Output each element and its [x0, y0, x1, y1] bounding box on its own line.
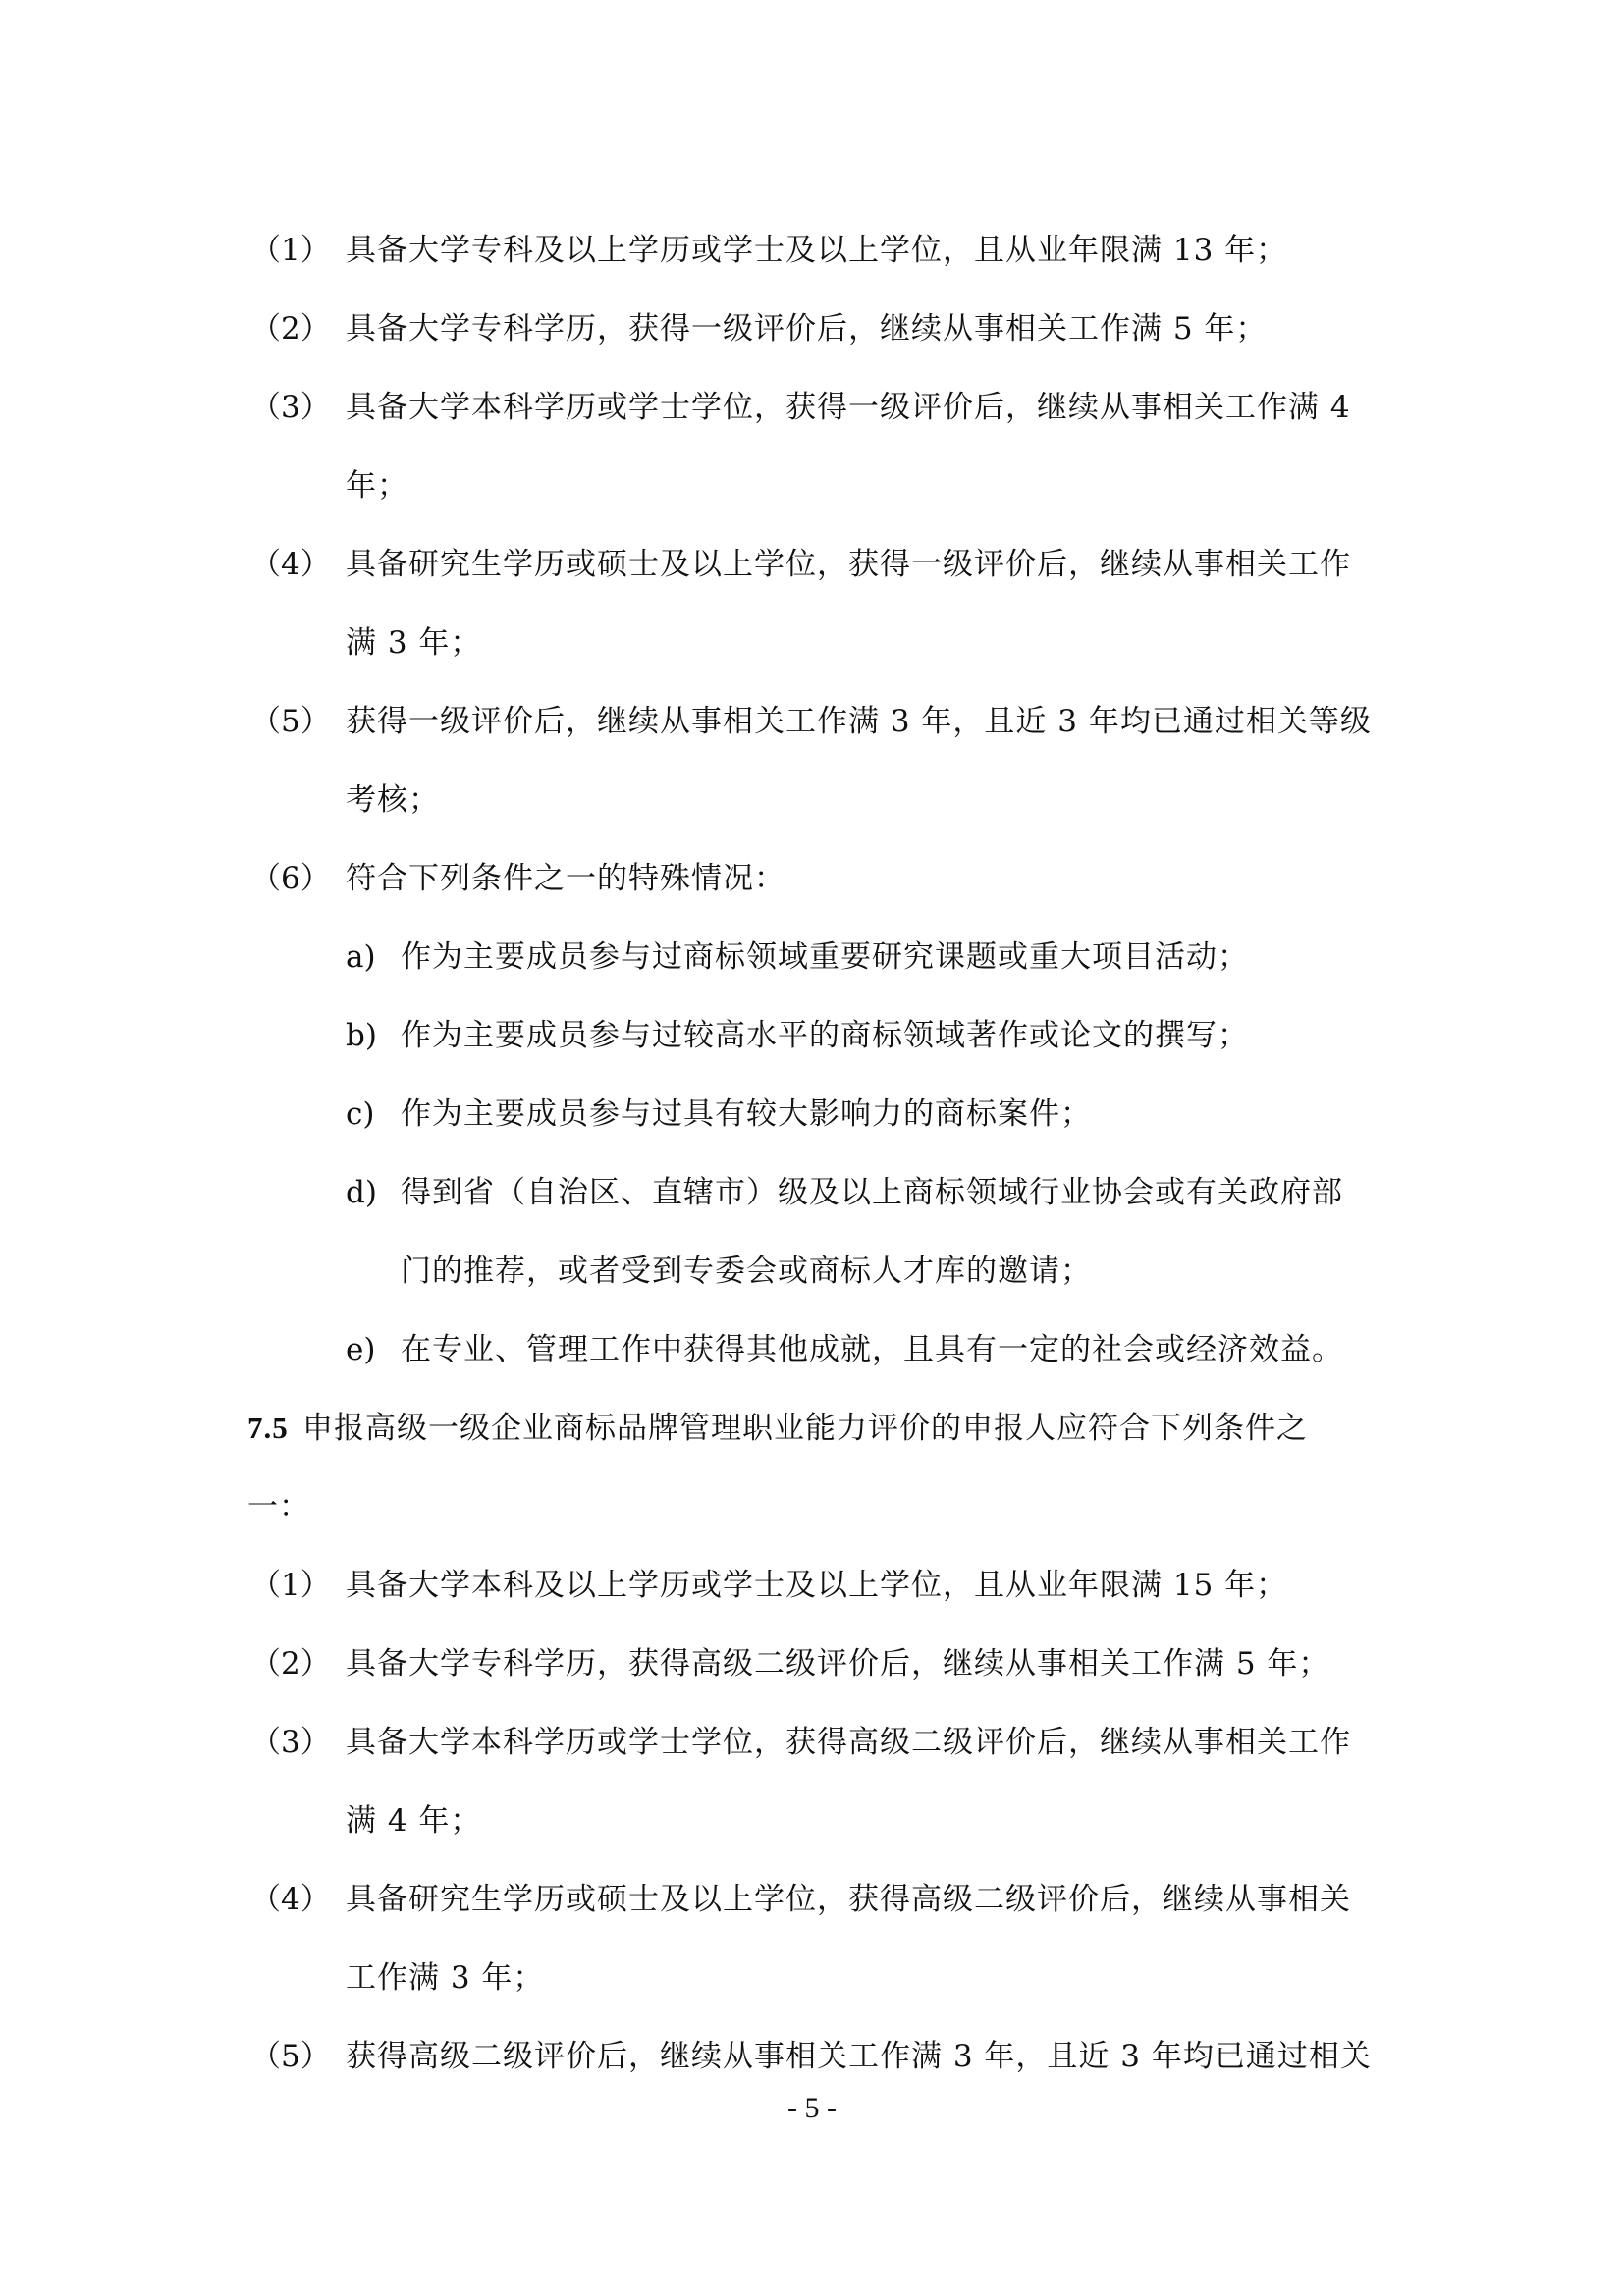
sub-item-letter: b): [346, 1018, 377, 1053]
item-number: （5）: [250, 704, 331, 739]
item-text-continued: 考核；: [346, 782, 440, 818]
section-number: 7.5: [247, 1411, 289, 1445]
page-number: - 5 -: [787, 2092, 837, 2124]
sub-item-text-continued: 门的推荐，或者受到专委会或商标人才库的邀请；: [401, 1254, 1092, 1289]
item-text: 具备大学本科学历或学士学位，获得高级二级评价后，继续从事相关工作: [346, 1725, 1351, 1760]
item-number: （3）: [250, 1725, 331, 1760]
item-text: 具备研究生学历或硕士及以上学位，获得一级评价后，继续从事相关工作: [346, 547, 1351, 582]
sub-item-letter: d): [346, 1175, 377, 1210]
section-text: 申报高级一级企业商标品牌管理职业能力评价的申报人应符合下列条件之: [302, 1411, 1308, 1446]
item-text: 具备大学本科学历或学士学位，获得一级评价后，继续从事相关工作满 4: [346, 390, 1351, 425]
item-number: （5）: [250, 2039, 331, 2074]
sub-item-letter: c): [346, 1096, 375, 1132]
item-number: （4）: [250, 1882, 331, 1917]
item-text: 具备大学专科学历，获得高级二级评价后，继续从事相关工作满 5 年；: [346, 1646, 1330, 1682]
item-number: （1）: [250, 233, 331, 268]
item-number: （2）: [250, 311, 331, 347]
item-number: （4）: [250, 547, 331, 582]
item-number: （3）: [250, 390, 331, 425]
item-number: （2）: [250, 1646, 331, 1682]
sub-item-text: 作为主要成员参与过具有较大影响力的商标案件；: [401, 1096, 1092, 1132]
item-number: （1）: [250, 1568, 331, 1603]
sub-item-text: 作为主要成员参与过商标领域重要研究课题或重大项目活动；: [401, 939, 1249, 975]
item-text-continued: 满 3 年；: [346, 625, 482, 661]
item-text: 具备研究生学历或硕士及以上学位，获得高级二级评价后，继续从事相关: [346, 1882, 1351, 1917]
sub-item-text: 得到省（自治区、直辖市）级及以上商标领域行业协会或有关政府部: [401, 1175, 1343, 1210]
item-text: 获得一级评价后，继续从事相关工作满 3 年，且近 3 年均已通过相关等级: [346, 704, 1372, 739]
item-text-continued: 工作满 3 年；: [346, 1960, 545, 1996]
sub-item-letter: a): [346, 939, 376, 975]
item-text-continued: 年；: [346, 468, 408, 504]
sub-item-letter: e): [346, 1332, 376, 1367]
item-text: 具备大学本科及以上学历或学士及以上学位，且从业年限满 15 年；: [346, 1568, 1288, 1603]
section-text-continued: 一：: [247, 1489, 310, 1524]
item-number: （6）: [250, 861, 331, 896]
item-text: 符合下列条件之一的特殊情况：: [346, 861, 785, 896]
item-text: 具备大学专科及以上学历或学士及以上学位，且从业年限满 13 年；: [346, 233, 1288, 268]
item-text-continued: 满 4 年；: [346, 1803, 482, 1839]
item-text: 具备大学专科学历，获得一级评价后，继续从事相关工作满 5 年；: [346, 311, 1268, 347]
sub-item-text: 在专业、管理工作中获得其他成就，且具有一定的社会或经济效益。: [401, 1332, 1343, 1367]
sub-item-text: 作为主要成员参与过较高水平的商标领域著作或论文的撰写；: [401, 1018, 1249, 1053]
item-text: 获得高级二级评价后，继续从事相关工作满 3 年，且近 3 年均已通过相关: [346, 2039, 1372, 2074]
